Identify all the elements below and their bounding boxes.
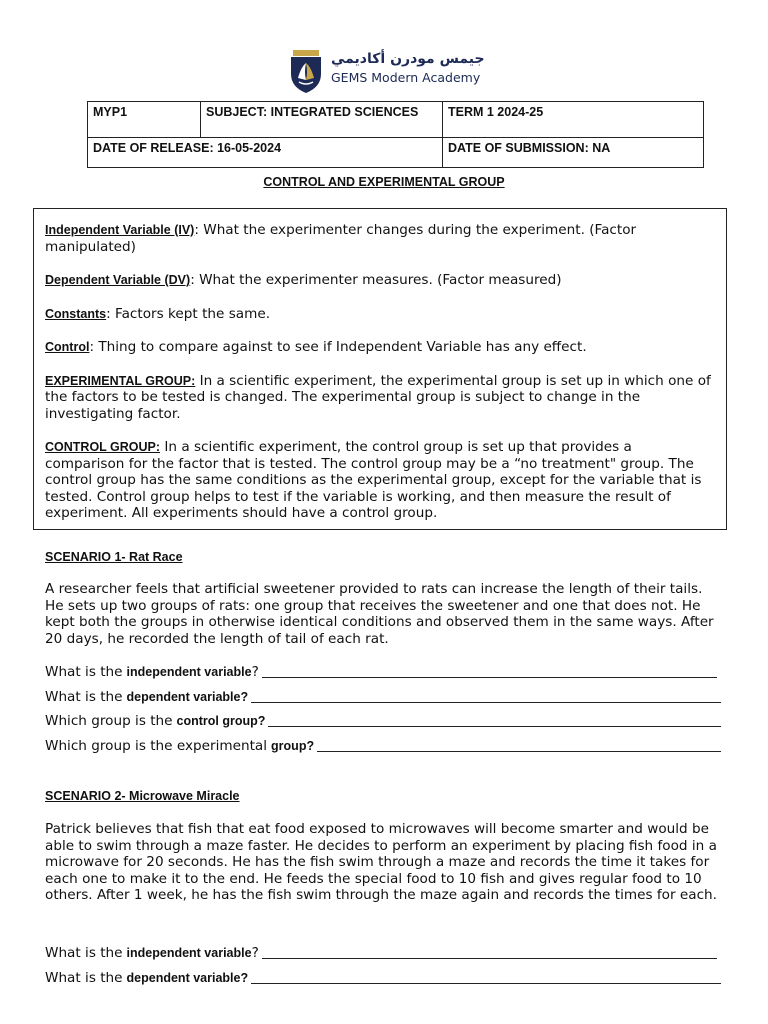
answer-line[interactable]: [262, 957, 717, 959]
school-logo: [289, 50, 485, 96]
question-keyword: dependent variable?: [126, 690, 249, 704]
answer-line[interactable]: [268, 725, 721, 727]
definition-text: What the experimenter changes during the experiment. (Factor manipulated): [45, 222, 637, 255]
submission-date-cell: DATE OF SUBMISSION: NA: [443, 138, 704, 168]
grade-cell: MYP1: [88, 102, 201, 138]
definition-experimental-group: [45, 373, 715, 423]
definition-term: CONTROL GROUP:: [45, 440, 161, 454]
definition-iv: [45, 222, 715, 255]
question-keyword: independent variable: [126, 946, 252, 960]
definition-text: Thing to compare against to see if Independent Variable has any effect.: [98, 339, 587, 355]
answer-line[interactable]: [317, 750, 721, 752]
answer-line[interactable]: [262, 676, 717, 678]
scenario-2-title: SCENARIO 2- Microwave Miracle: [45, 789, 240, 803]
definition-separator: :: [190, 272, 200, 288]
logo-english-name: GEMS Modern Academy: [331, 70, 481, 85]
term-cell: TERM 1 2024-25: [443, 102, 704, 138]
definition-text: Factors kept the same.: [115, 305, 271, 322]
logo-arabic-name: جيمس مودرن أكاديمي: [331, 51, 485, 67]
scenario-1-question-experimental: [45, 736, 725, 754]
question-text: What is the: [45, 945, 123, 961]
subject-cell: SUBJECT: INTEGRATED SCIENCES: [201, 102, 443, 138]
definition-text: In a scientific experiment, the experimental group is set up in which one of the factors to be tested is changed. The experimental group is subject to change in the investigating factor.: [45, 372, 711, 422]
scenario-1-question-control: [45, 711, 725, 729]
scenario-1-text: A researcher feels that artificial sweetener provided to rats can increase the length of their tails. He sets up two groups of rats: one group that receives the sweetener and one that does not. He kept both the groups in otherwise identical conditions and observed them in the same ways. After 20 days, he recorded the length of tail of each rat.: [45, 581, 714, 647]
definition-term: Independent Variable (IV): [45, 223, 195, 237]
definitions-box: [33, 208, 727, 530]
question-text: Which group is the experimental: [45, 738, 268, 754]
question-text: What is the: [45, 970, 123, 986]
question-keyword: independent variable: [126, 665, 252, 679]
question-text: What is the: [45, 664, 123, 680]
question-suffix: ?: [251, 945, 259, 961]
question-suffix: ?: [251, 664, 259, 680]
definition-constants: [45, 306, 715, 323]
document-title: CONTROL AND EXPERIMENTAL GROUP: [263, 175, 505, 189]
definition-term: Constants: [45, 306, 107, 321]
answer-line[interactable]: [251, 982, 721, 984]
definition-term: Control: [45, 340, 90, 354]
question-text: Which group is the: [45, 713, 173, 729]
scenario-2-question-dv: [45, 968, 725, 986]
definition-text: What the experimenter measures. (Factor measured): [199, 272, 562, 288]
definition-control: [45, 339, 715, 356]
scenario-2-text: Patrick believes that fish that eat food exposed to microwaves will become smarter and would be able to swim through a maze faster. He decides to perform an experiment by placing fish food in a microwave for 20 seconds. He has the fish swim through a maze and records the time it takes for each one to make it to the end. He feeds the special food to 10 fish and gives regular food to 10 others. After 1 week, he has the fish swim through the maze again and records the times for each.: [45, 821, 717, 903]
question-keyword: dependent variable?: [126, 971, 249, 985]
question-keyword: group?: [271, 739, 315, 753]
definition-dv: [45, 272, 715, 289]
scenario-1-question-dv: [45, 687, 725, 705]
definition-term: Dependent Variable (DV): [45, 273, 191, 287]
scenario-1-title: SCENARIO 1- Rat Race: [45, 550, 183, 564]
definition-separator: :: [194, 222, 204, 238]
definition-control-group: [45, 439, 715, 522]
header-table: [87, 101, 704, 168]
scenario-2-question-iv: [45, 943, 725, 961]
question-keyword: control group?: [176, 714, 266, 728]
definition-separator: :: [89, 339, 99, 355]
question-text: What is the: [45, 689, 123, 705]
definition-text: In a scientific experiment, the control group is set up that provides a comparison for the factor that is tested. The control group may be a “no treatment" group. The control group has the same conditions as the experimental group, except for the variable that is tested. Control group helps to test if the variable is working, and then measure the result of experiment. All experiments should have a control group.: [45, 439, 702, 521]
release-date-cell: DATE OF RELEASE: 16-05-2024: [88, 138, 443, 168]
definition-separator: :: [106, 305, 116, 322]
definition-term: EXPERIMENTAL GROUP:: [45, 373, 196, 388]
shield-crest-icon: [289, 50, 323, 94]
scenario-1-question-iv: [45, 662, 725, 680]
answer-line[interactable]: [251, 701, 721, 703]
